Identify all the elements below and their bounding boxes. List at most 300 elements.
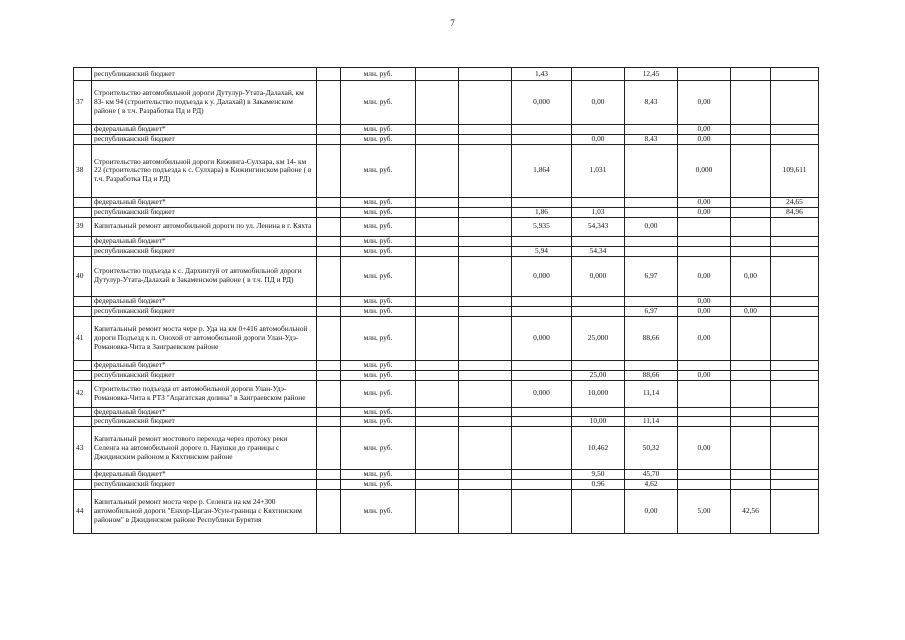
value-cell: 5,935 <box>512 217 572 236</box>
value-cell <box>771 360 819 370</box>
value-cell <box>416 296 459 306</box>
table-subrow <box>74 370 819 380</box>
item-name-cell: Строительство подъезда от автомобильной дороги Улан-Удэ-Романовка-Чита к РТЗ "Ацагатская долина" в Заиграевском районе <box>92 380 317 407</box>
unit-cell: млн. руб. <box>341 68 416 81</box>
value-cell: 0,00 <box>678 370 731 380</box>
value-cell: 24,65 <box>771 197 819 207</box>
value-cell <box>416 134 459 144</box>
value-cell: 0,00 <box>678 125 731 135</box>
value-cell <box>459 197 512 207</box>
value-cell <box>512 360 572 370</box>
empty-cell <box>317 407 341 417</box>
row-number-cell <box>74 246 92 256</box>
item-name-cell: федеральный бюджет* <box>92 125 317 135</box>
value-cell: 109,611 <box>771 144 819 197</box>
unit-cell: млн. руб. <box>341 236 416 246</box>
unit-cell: млн. руб. <box>341 144 416 197</box>
value-cell <box>416 490 459 534</box>
value-cell <box>459 246 512 256</box>
value-cell <box>512 236 572 246</box>
value-cell <box>731 217 771 236</box>
value-cell <box>572 296 625 306</box>
value-cell <box>771 306 819 316</box>
value-cell <box>459 480 512 490</box>
row-number-cell: 37 <box>74 81 92 125</box>
value-cell <box>459 144 512 197</box>
value-cell <box>416 407 459 417</box>
value-cell: 54,343 <box>572 217 625 236</box>
value-cell <box>416 316 459 360</box>
item-name-cell: республиканский бюджет <box>92 134 317 144</box>
value-cell <box>512 296 572 306</box>
row-number-cell <box>74 360 92 370</box>
value-cell: 0,00 <box>678 134 731 144</box>
row-number-cell <box>74 417 92 427</box>
value-cell: 10,00 <box>572 417 625 427</box>
table-subrow <box>74 197 819 207</box>
value-cell: 1,86 <box>512 207 572 217</box>
table-subrow <box>74 236 819 246</box>
value-cell: 0,00 <box>731 256 771 296</box>
unit-cell: млн. руб. <box>341 370 416 380</box>
value-cell <box>459 207 512 217</box>
value-cell: 8,43 <box>625 134 678 144</box>
value-cell <box>512 407 572 417</box>
value-cell <box>678 246 731 256</box>
value-cell: 12,45 <box>625 68 678 81</box>
value-cell: 0,00 <box>678 296 731 306</box>
value-cell <box>572 360 625 370</box>
table-subrow <box>74 407 819 417</box>
value-cell <box>731 417 771 427</box>
value-cell <box>625 144 678 197</box>
empty-cell <box>317 246 341 256</box>
value-cell <box>572 125 625 135</box>
value-cell <box>731 360 771 370</box>
value-cell <box>512 125 572 135</box>
item-name-cell: федеральный бюджет* <box>92 296 317 306</box>
value-cell: 1,03 <box>572 207 625 217</box>
row-number-cell: 41 <box>74 316 92 360</box>
table-subrow <box>74 246 819 256</box>
unit-cell: млн. руб. <box>341 246 416 256</box>
value-cell <box>572 490 625 534</box>
value-cell <box>512 480 572 490</box>
value-cell <box>678 417 731 427</box>
budget-table <box>73 67 819 534</box>
value-cell <box>771 417 819 427</box>
value-cell <box>459 380 512 407</box>
row-number-cell <box>74 197 92 207</box>
empty-cell <box>317 427 341 470</box>
value-cell <box>459 306 512 316</box>
item-name-cell: Капитальный ремонт моста чере р. Уда на км 0+416 автомобильной дороги Подъезд к п. Онохой от автомобильной дороги Улан-Удэ-Романовка-Чита в Заиграевском районе <box>92 316 317 360</box>
value-cell <box>731 197 771 207</box>
value-cell <box>771 236 819 246</box>
value-cell <box>771 217 819 236</box>
unit-cell: млн. руб. <box>341 125 416 135</box>
value-cell: 25,000 <box>572 316 625 360</box>
empty-cell <box>317 380 341 407</box>
item-name-cell: республиканский бюджет <box>92 306 317 316</box>
unit-cell: млн. руб. <box>341 296 416 306</box>
value-cell <box>731 134 771 144</box>
value-cell: 11,14 <box>625 380 678 407</box>
value-cell <box>625 246 678 256</box>
value-cell <box>678 480 731 490</box>
value-cell: 0,00 <box>678 256 731 296</box>
value-cell: 0,00 <box>678 306 731 316</box>
item-name-cell: федеральный бюджет* <box>92 360 317 370</box>
value-cell <box>771 470 819 480</box>
value-cell <box>459 68 512 81</box>
value-cell <box>731 236 771 246</box>
row-number-cell <box>74 480 92 490</box>
value-cell <box>459 81 512 125</box>
value-cell <box>459 236 512 246</box>
value-cell <box>771 407 819 417</box>
value-cell <box>678 217 731 236</box>
value-cell: 50,32 <box>625 427 678 470</box>
value-cell <box>731 427 771 470</box>
item-name-cell: федеральный бюджет* <box>92 407 317 417</box>
table-subrow <box>74 470 819 480</box>
value-cell <box>572 306 625 316</box>
value-cell: 42,56 <box>731 490 771 534</box>
table-subrow <box>74 134 819 144</box>
unit-cell: млн. руб. <box>341 316 416 360</box>
item-name-cell: федеральный бюджет* <box>92 236 317 246</box>
value-cell <box>771 134 819 144</box>
empty-cell <box>317 360 341 370</box>
row-number-cell: 42 <box>74 380 92 407</box>
value-cell <box>731 470 771 480</box>
unit-cell: млн. руб. <box>341 197 416 207</box>
value-cell <box>416 427 459 470</box>
value-cell <box>771 490 819 534</box>
table-row <box>74 144 819 197</box>
row-number-cell <box>74 125 92 135</box>
value-cell <box>459 417 512 427</box>
value-cell <box>678 236 731 246</box>
value-cell <box>416 125 459 135</box>
item-name-cell: федеральный бюджет* <box>92 470 317 480</box>
item-name-cell: республиканский бюджет <box>92 370 317 380</box>
value-cell <box>625 197 678 207</box>
value-cell <box>731 380 771 407</box>
value-cell: 54,34 <box>572 246 625 256</box>
row-number-cell <box>74 134 92 144</box>
row-number-cell <box>74 207 92 217</box>
value-cell: 0,00 <box>731 306 771 316</box>
value-cell: 0,000 <box>678 144 731 197</box>
value-cell: 0,00 <box>678 427 731 470</box>
row-number-cell <box>74 306 92 316</box>
table-subrow <box>74 207 819 217</box>
value-cell: 0,000 <box>512 380 572 407</box>
table-subrow <box>74 417 819 427</box>
empty-cell <box>317 490 341 534</box>
table-subrow <box>74 480 819 490</box>
row-number-cell: 40 <box>74 256 92 296</box>
empty-cell <box>317 480 341 490</box>
value-cell <box>459 125 512 135</box>
value-cell <box>459 370 512 380</box>
value-cell: 1,864 <box>512 144 572 197</box>
value-cell: 5,00 <box>678 490 731 534</box>
value-cell <box>512 370 572 380</box>
table-row <box>74 490 819 534</box>
value-cell <box>771 296 819 306</box>
table-subrow <box>74 68 819 81</box>
value-cell <box>459 316 512 360</box>
unit-cell: млн. руб. <box>341 207 416 217</box>
value-cell: 0,00 <box>678 316 731 360</box>
value-cell: 0,00 <box>678 81 731 125</box>
value-cell <box>416 217 459 236</box>
empty-cell <box>317 81 341 125</box>
unit-cell: млн. руб. <box>341 360 416 370</box>
value-cell: 0,00 <box>678 207 731 217</box>
value-cell <box>731 370 771 380</box>
row-number-cell <box>74 370 92 380</box>
value-cell: 0,96 <box>572 480 625 490</box>
value-cell: 9,50 <box>572 470 625 480</box>
value-cell <box>459 407 512 417</box>
value-cell: 10,000 <box>572 380 625 407</box>
empty-cell <box>317 197 341 207</box>
value-cell: 10,462 <box>572 427 625 470</box>
value-cell: 0,00 <box>625 490 678 534</box>
value-cell <box>625 407 678 417</box>
value-cell <box>416 236 459 246</box>
value-cell: 8,43 <box>625 81 678 125</box>
value-cell <box>512 427 572 470</box>
unit-cell: млн. руб. <box>341 480 416 490</box>
value-cell <box>512 490 572 534</box>
item-name-cell: Строительство автомобильной дороги Дутулур-Утата-Далахай, км 83- км 94 (строительство подъезда к у. Далахай) в Закаменском районе ( в т.ч. Разработка Пд и РД) <box>92 81 317 125</box>
value-cell: 5,94 <box>512 246 572 256</box>
value-cell <box>625 207 678 217</box>
value-cell <box>416 380 459 407</box>
row-number-cell: 38 <box>74 144 92 197</box>
unit-cell: млн. руб. <box>341 380 416 407</box>
page-number: 7 <box>450 18 455 28</box>
value-cell: 88,66 <box>625 370 678 380</box>
row-number-cell: 44 <box>74 490 92 534</box>
value-cell: 11,14 <box>625 417 678 427</box>
value-cell <box>459 296 512 306</box>
table-subrow <box>74 125 819 135</box>
table-subrow <box>74 360 819 370</box>
value-cell: 0,00 <box>678 197 731 207</box>
value-cell <box>416 144 459 197</box>
value-cell: 25,00 <box>572 370 625 380</box>
value-cell <box>731 246 771 256</box>
value-cell <box>678 360 731 370</box>
value-cell: 45,70 <box>625 470 678 480</box>
value-cell <box>625 296 678 306</box>
budget-table-body <box>74 68 819 534</box>
value-cell <box>416 256 459 296</box>
value-cell <box>416 417 459 427</box>
value-cell <box>459 217 512 236</box>
value-cell <box>572 68 625 81</box>
value-cell <box>625 236 678 246</box>
value-cell <box>459 256 512 296</box>
value-cell <box>678 68 731 81</box>
value-cell <box>416 370 459 380</box>
empty-cell <box>317 236 341 246</box>
value-cell <box>459 490 512 534</box>
value-cell <box>512 417 572 427</box>
value-cell: 0,00 <box>625 217 678 236</box>
value-cell <box>771 125 819 135</box>
value-cell: 1,43 <box>512 68 572 81</box>
value-cell <box>771 380 819 407</box>
row-number-cell <box>74 296 92 306</box>
unit-cell: млн. руб. <box>341 490 416 534</box>
row-number-cell <box>74 236 92 246</box>
item-name-cell: республиканский бюджет <box>92 246 317 256</box>
row-number-cell: 43 <box>74 427 92 470</box>
value-cell: 4,62 <box>625 480 678 490</box>
value-cell <box>512 134 572 144</box>
row-number-cell <box>74 470 92 480</box>
value-cell <box>459 134 512 144</box>
value-cell <box>731 407 771 417</box>
unit-cell: млн. руб. <box>341 407 416 417</box>
table-row <box>74 217 819 236</box>
value-cell <box>416 360 459 370</box>
value-cell <box>771 81 819 125</box>
empty-cell <box>317 207 341 217</box>
value-cell <box>572 197 625 207</box>
value-cell: 1,031 <box>572 144 625 197</box>
value-cell <box>771 480 819 490</box>
empty-cell <box>317 125 341 135</box>
row-number-cell <box>74 407 92 417</box>
unit-cell: млн. руб. <box>341 81 416 125</box>
item-name-cell: Капитальный ремонт моста чере р. Селенга на км 24+300 автомобильной дороги "Енхор-Цаган-Усун-граница с Кяхтинским районом" в Джидинском районе Республики Бурятия <box>92 490 317 534</box>
unit-cell: млн. руб. <box>341 134 416 144</box>
empty-cell <box>317 296 341 306</box>
unit-cell: млн. руб. <box>341 217 416 236</box>
value-cell <box>771 427 819 470</box>
item-name-cell: республиканский бюджет <box>92 207 317 217</box>
value-cell <box>731 480 771 490</box>
empty-cell <box>317 316 341 360</box>
value-cell <box>512 306 572 316</box>
value-cell <box>416 197 459 207</box>
value-cell <box>625 125 678 135</box>
empty-cell <box>317 306 341 316</box>
value-cell <box>625 360 678 370</box>
value-cell: 0,000 <box>512 256 572 296</box>
value-cell <box>459 360 512 370</box>
table-row <box>74 256 819 296</box>
value-cell <box>572 236 625 246</box>
empty-cell <box>317 217 341 236</box>
item-name-cell: республиканский бюджет <box>92 417 317 427</box>
value-cell <box>416 480 459 490</box>
value-cell <box>416 68 459 81</box>
value-cell <box>416 470 459 480</box>
value-cell: 84,96 <box>771 207 819 217</box>
value-cell <box>459 427 512 470</box>
row-number-cell <box>74 68 92 81</box>
value-cell: 0,00 <box>572 81 625 125</box>
value-cell <box>512 197 572 207</box>
empty-cell <box>317 144 341 197</box>
row-number-cell: 39 <box>74 217 92 236</box>
value-cell <box>771 370 819 380</box>
unit-cell: млн. руб. <box>341 427 416 470</box>
value-cell <box>731 207 771 217</box>
empty-cell <box>317 370 341 380</box>
empty-cell <box>317 470 341 480</box>
value-cell <box>416 207 459 217</box>
value-cell: 0,000 <box>572 256 625 296</box>
value-cell <box>771 256 819 296</box>
table-row <box>74 427 819 470</box>
value-cell <box>572 407 625 417</box>
value-cell: 6,97 <box>625 256 678 296</box>
value-cell <box>731 296 771 306</box>
unit-cell: млн. руб. <box>341 417 416 427</box>
item-name-cell: Строительство подъезда к с. Дархинтуй от автомобильной дороги Дутулур-Утата-Далахай в Закаменском районе ( в т.ч. ПД и РД) <box>92 256 317 296</box>
value-cell <box>731 68 771 81</box>
value-cell: 0,000 <box>512 81 572 125</box>
table-row <box>74 316 819 360</box>
item-name-cell: Капитальный ремонт автомобильной дороги по ул. Ленина в г. Кяхта <box>92 217 317 236</box>
unit-cell: млн. руб. <box>341 256 416 296</box>
value-cell <box>416 306 459 316</box>
value-cell: 0,000 <box>512 316 572 360</box>
empty-cell <box>317 134 341 144</box>
value-cell <box>459 470 512 480</box>
value-cell <box>731 125 771 135</box>
empty-cell <box>317 68 341 81</box>
empty-cell <box>317 417 341 427</box>
item-name-cell: Строительство автомобильной дороги Кижинга-Сулхара, км 14- км 22 (строительство подъезда к с. Сулхара) в Кижингинском районе ( в т.ч. Разработка Пд и РД) <box>92 144 317 197</box>
item-name-cell: республиканский бюджет <box>92 480 317 490</box>
table-row <box>74 81 819 125</box>
table-subrow <box>74 296 819 306</box>
value-cell <box>416 81 459 125</box>
value-cell <box>678 407 731 417</box>
value-cell <box>678 470 731 480</box>
unit-cell: млн. руб. <box>341 470 416 480</box>
item-name-cell: федеральный бюджет* <box>92 197 317 207</box>
value-cell <box>416 246 459 256</box>
value-cell <box>771 316 819 360</box>
unit-cell: млн. руб. <box>341 306 416 316</box>
value-cell <box>678 380 731 407</box>
value-cell <box>771 246 819 256</box>
value-cell <box>731 316 771 360</box>
item-name-cell: Капитальный ремонт мостового перехода через протоку реки Селенга на автомобильной дороге п. Наушки до границы с Джидинским районом в Кяхтинском районе <box>92 427 317 470</box>
table-row <box>74 380 819 407</box>
value-cell: 0,00 <box>572 134 625 144</box>
value-cell <box>512 470 572 480</box>
item-name-cell: республиканский бюджет <box>92 68 317 81</box>
table-subrow <box>74 306 819 316</box>
value-cell: 88,66 <box>625 316 678 360</box>
value-cell <box>771 68 819 81</box>
empty-cell <box>317 256 341 296</box>
value-cell: 6,97 <box>625 306 678 316</box>
